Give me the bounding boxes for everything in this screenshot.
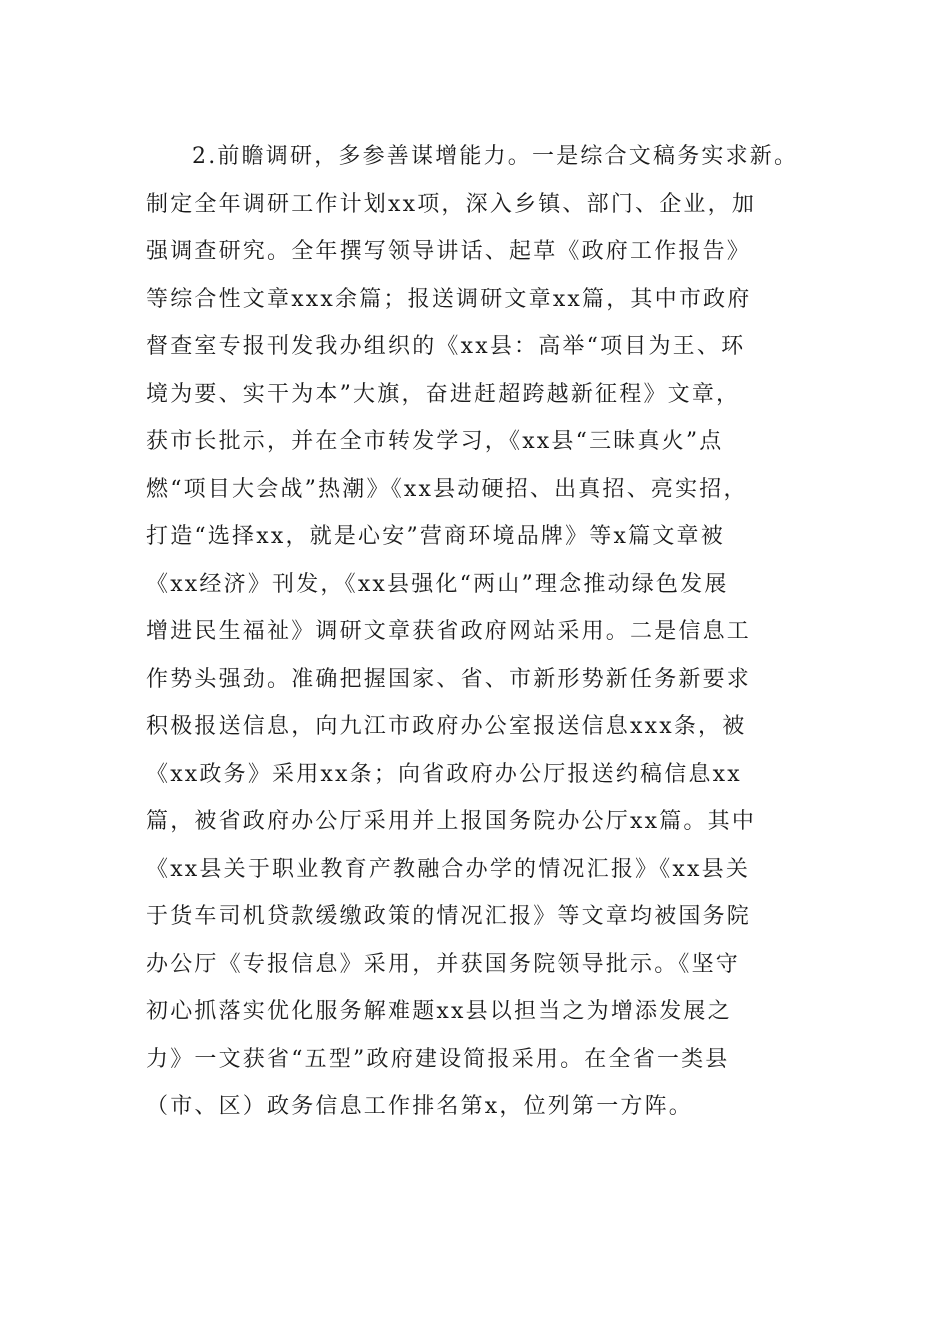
paragraph-line: 篇，被省政府办公厅采用并上报国务院办公厅xx篇。其中 (146, 809, 757, 834)
paragraph-line: 增进民生福祉》调研文章获省政府网站采用。二是信息工 (146, 619, 752, 644)
paragraph-line: 强调查研究。全年撰写领导讲话、起草《政府工作报告》 (146, 239, 752, 264)
paragraph-line: 《xx县关于职业教育产教融合办学的情况汇报》《xx县关 (146, 856, 751, 882)
paragraph-line: 于货车司机贷款缓缴政策的情况汇报》等文章均被国务院 (146, 904, 752, 929)
paragraph-line: （市、区）政务信息工作排名第x，位列第一方阵。 (146, 1094, 694, 1119)
paragraph-line: 作势头强劲。准确把握国家、省、市新形势新任务新要求 (146, 666, 752, 692)
paragraph (146, 133, 846, 1131)
paragraph-line: 2.前瞻调研，多参善谋增能力。一是综合文稿务实求新。 (192, 144, 799, 169)
paragraph-line: 《xx政务》采用xx条；向省政府办公厅报送约稿信息xx (146, 761, 742, 787)
paragraph-line: 获市长批示，并在全市转发学习，《xx县“三昧真火”点 (146, 429, 724, 454)
paragraph-line: 等综合性文章xxx余篇；报送调研文章xx篇，其中市政府 (146, 286, 752, 312)
paragraph-line: 力》一文获省“五型”政府建设简报采用。在全省一类县 (146, 1046, 730, 1072)
paragraph-line: 初心抓落实优化服务解难题xx县以担当之为增添发展之 (146, 999, 732, 1024)
paragraph-line: 境为要、实干为本”大旗，奋进赶超跨越新征程》文章， (146, 381, 741, 407)
paragraph-line: 制定全年调研工作计划xx项，深入乡镇、部门、企业，加 (146, 191, 757, 217)
paragraph-line: 督查室专报刊发我办组织的《xx县：高举“项目为王、环 (146, 334, 746, 359)
paragraph-line: 积极报送信息，向九江市政府办公室报送信息xxx条，被 (146, 714, 747, 739)
paragraph-line: 办公厅《专报信息》采用，并获国务院领导批示。《坚守 (146, 951, 741, 977)
paragraph-line: 打造“选择xx，就是心安”营商环境品牌》等x篇文章被 (146, 524, 725, 549)
paragraph-line: 《xx经济》刊发，《xx县强化“两山”理念推动绿色发展 (146, 571, 729, 597)
paragraph-line: 燃“项目大会战”热潮》《xx县动硬招、出真招、亮实招， (146, 476, 748, 502)
